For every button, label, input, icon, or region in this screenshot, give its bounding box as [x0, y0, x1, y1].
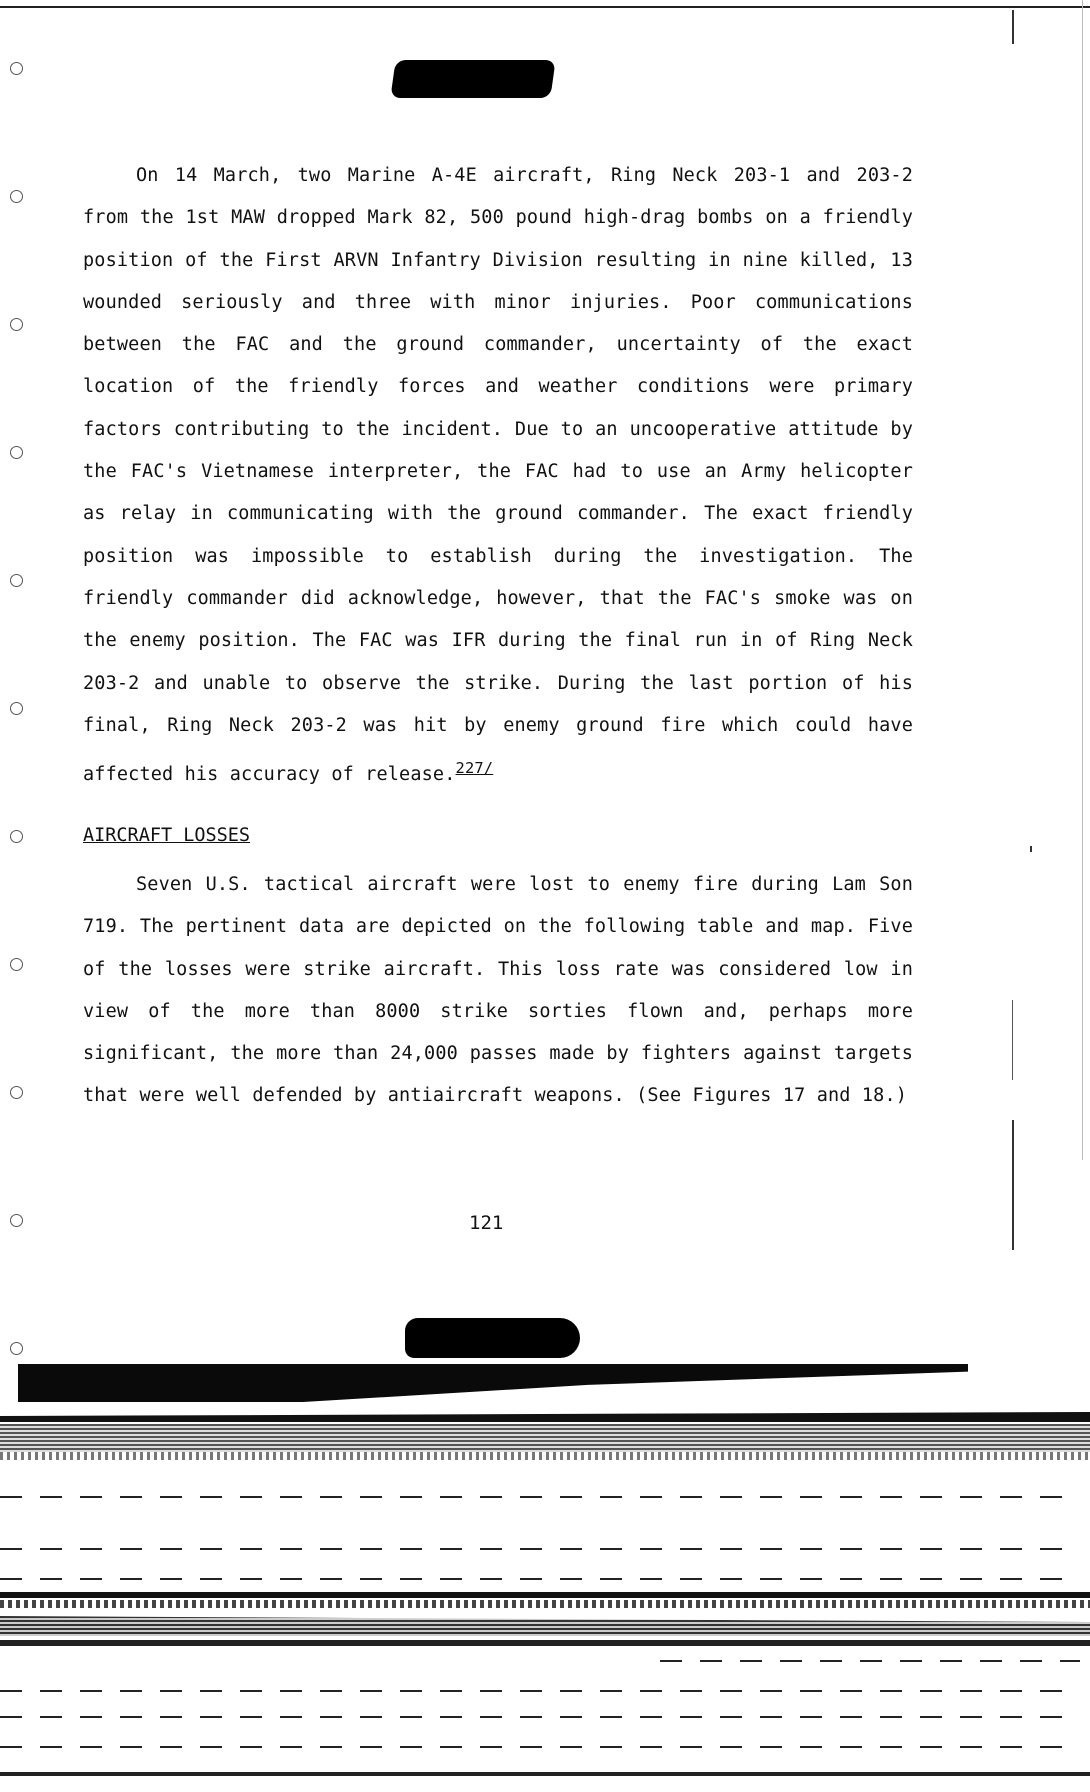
footnote-reference: 227/ [455, 759, 494, 778]
binder-hole-icon [10, 1214, 23, 1227]
binder-hole-icon [10, 190, 23, 203]
scan-artifact-band [0, 1640, 1090, 1646]
binder-hole-icon [10, 318, 23, 331]
scan-artifact-band [18, 1364, 968, 1402]
margin-mark [1012, 10, 1014, 44]
binder-hole-icon [10, 1086, 23, 1099]
binder-hole-icon [10, 1342, 23, 1355]
binder-hole-icon [10, 574, 23, 587]
scan-dash-line [660, 1660, 1080, 1662]
redacted-classification-bottom [405, 1318, 580, 1358]
scan-dash-line [0, 1716, 1080, 1718]
margin-mark [1012, 1120, 1014, 1250]
scan-artifact-band [0, 1592, 1090, 1598]
binder-hole-icon [10, 702, 23, 715]
scan-artifact-band [0, 1772, 1090, 1776]
paragraph-aircraft-losses: Seven U.S. tactical aircraft were lost to enemy fire during Lam Son 719. The pertinent data are depicted on the following table and map. Five of the losses were strike aircraft. This loss rate was considered low in view of the more than 8000 strike sorties flown and, perhaps more significant, the more than 24,000 passes made by fighters against targets that were well defended by antiaircraft weapons. (See Figures 17 and 18.) [83, 874, 913, 1107]
binder-hole-icon [10, 830, 23, 843]
scan-dash-line [0, 1690, 1080, 1692]
scan-artifact-band [0, 1452, 1090, 1460]
scan-dash-line [0, 1548, 1080, 1550]
scan-dash-line [0, 1578, 1080, 1580]
top-rule [0, 6, 1090, 8]
paragraph-incident: On 14 March, two Marine A-4E aircraft, Ring Neck 203-1 and 203-2 from the 1st MAW dropped Mark 82, 500 pound high-drag bombs on a friendly position of the First ARVN Infantry Division resulting in nine killed, 13 wounded seriously and three with minor injuries. Poor communications between the FAC and the ground commander, uncertainty of the exact location of the friendly forces and weather conditions were primary factors contributing to the incident. Due to an uncooperative attitude by the FAC's Vietnamese interpreter, the FAC had to use an Army helicopter as relay in communicating with the ground commander. The exact friendly position was impossible to establish during the investigation. The friendly commander did acknowledge, however, that the FAC's smoke was on the enemy position. The FAC was IFR during the final run in of Ring Neck 203-2 and unable to observe the strike. During the last portion of his final, Ring Neck 203-2 was hit by enemy ground fire which could have affected his accuracy of release.$^{227/}$ [83, 165, 913, 786]
binder-hole-icon [10, 446, 23, 459]
scan-artifact-band [0, 1412, 1090, 1422]
binder-hole-icon [10, 62, 23, 75]
binder-hole-icon [10, 958, 23, 971]
scan-artifact-band [0, 1600, 1090, 1608]
scan-artifact-band [0, 1424, 1090, 1452]
scan-artifact-band [0, 1616, 1090, 1636]
margin-mark [1012, 1000, 1013, 1080]
section-heading: AIRCRAFT LOSSES [83, 825, 251, 846]
scan-dash-line [0, 1496, 1080, 1498]
page-number: 121 [469, 1212, 504, 1234]
redacted-classification-top [390, 60, 555, 98]
scan-dash-line [0, 1746, 1080, 1748]
right-margin-rule [1082, 0, 1083, 1160]
margin-mark [1030, 846, 1032, 852]
